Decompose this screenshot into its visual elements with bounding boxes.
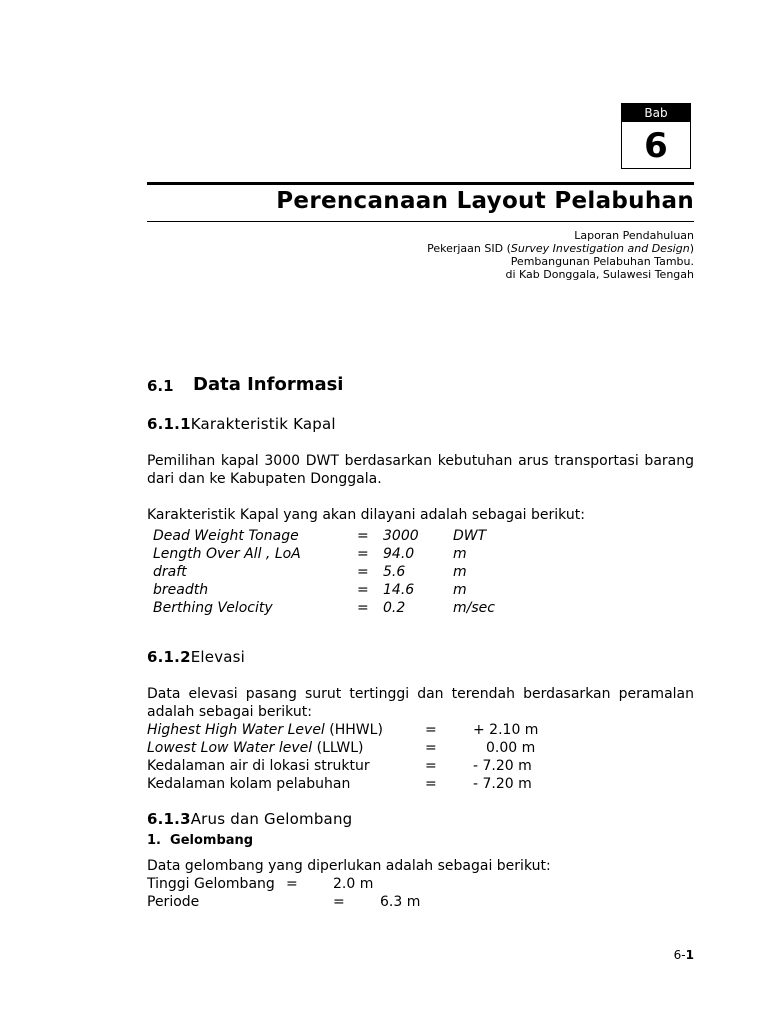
paragraph-line: Data elevasi pasang surut tertinggi dan terendah berdasarkan peramalan [147, 686, 694, 702]
spec-unit: m [453, 546, 467, 562]
spec-name: Dead Weight Tonage [153, 528, 299, 544]
subsection-number: 6.1.2 [147, 648, 191, 666]
spec-name: draft [153, 564, 187, 580]
subsection-number: 6.1.1 [147, 415, 191, 433]
chapter-badge [621, 103, 691, 169]
spec-equals: = [357, 546, 369, 562]
report-header-line3: Pembangunan Pelabuhan Tambu. [510, 255, 694, 268]
page-number [674, 948, 694, 962]
chapter-title: Perencanaan Layout Pelabuhan [276, 188, 694, 214]
section-title: Data Informasi [193, 374, 344, 395]
spec-name: breadth [153, 582, 209, 598]
report-header-line2-suffix: ) [689, 242, 694, 255]
spec-value: 5.6 [383, 564, 406, 580]
spec-value: 94.0 [383, 546, 415, 562]
paragraph-line: dari dan ke Kabupaten Donggala. [147, 471, 382, 487]
title-rule-top [147, 182, 694, 185]
elevation-name-plain: Kedalaman kolam pelabuhan [147, 776, 351, 792]
elevation-name [147, 775, 350, 793]
elevation-equals: = [425, 740, 437, 756]
report-header-line2-prefix: Pekerjaan SID ( [427, 242, 511, 255]
spec-equals: = [357, 564, 369, 580]
elevation-equals: = [425, 776, 437, 792]
wave-value: 6.3 m [380, 894, 421, 910]
wave-value: 2.0 m [333, 876, 374, 892]
elevation-name-italic: Highest High Water Level [147, 722, 325, 738]
spec-value: 3000 [383, 528, 419, 544]
spec-name: Berthing Velocity [153, 600, 273, 616]
spec-name: Length Over All , LoA [153, 546, 301, 562]
sub-heading-gelombang [147, 833, 253, 848]
subsection-heading-6-1-1 [147, 415, 336, 433]
subsection-title: Arus dan Gelombang [190, 810, 353, 828]
elevation-value: - 7.20 m [473, 758, 532, 774]
elevation-name-plain: (HHWL) [324, 722, 383, 738]
spec-unit: m [453, 582, 467, 598]
spec-equals: = [357, 600, 369, 616]
wave-equals: = [286, 876, 298, 892]
spec-value: 14.6 [383, 582, 415, 598]
elevation-name [147, 721, 383, 739]
elevation-value: 0.00 m [486, 740, 536, 756]
report-header-line2 [427, 242, 694, 256]
wave-name: Periode [147, 894, 200, 910]
paragraph: Data gelombang yang diperlukan adalah sebagai berikut: [147, 858, 551, 874]
section-number: 6.1 [147, 377, 174, 395]
sub-heading-title: Gelombang [170, 833, 254, 848]
wave-equals: = [333, 894, 345, 910]
spec-unit: DWT [453, 528, 487, 544]
elevation-value: + 2.10 m [473, 722, 539, 738]
chapter-badge-label: Bab [622, 104, 690, 122]
page-number-prefix: 6- [673, 948, 686, 962]
subsection-heading-6-1-3 [147, 810, 352, 828]
elevation-name-plain: (LLWL) [312, 740, 364, 756]
page-number-value: 1 [685, 948, 694, 962]
spec-unit: m [453, 564, 467, 580]
subsection-heading-6-1-2 [147, 648, 245, 666]
elevation-equals: = [425, 722, 437, 738]
spec-value: 0.2 [383, 600, 406, 616]
spec-equals: = [357, 582, 369, 598]
elevation-name-plain: Kedalaman air di lokasi struktur [147, 758, 370, 774]
paragraph-line: Pemilihan kapal 3000 DWT berdasarkan kebutuhan arus transportasi barang [147, 453, 694, 469]
elevation-name [147, 739, 364, 757]
sub-heading-number: 1. [147, 833, 161, 848]
wave-name: Tinggi Gelombang [147, 876, 275, 892]
elevation-equals: = [425, 758, 437, 774]
elevation-name-italic: Lowest Low Water level [147, 740, 313, 756]
paragraph: Karakteristik Kapal yang akan dilayani adalah sebagai berikut: [147, 507, 585, 523]
report-header-line4: di Kab Donggala, Sulawesi Tengah [505, 268, 694, 281]
spec-equals: = [357, 528, 369, 544]
subsection-title: Karakteristik Kapal [190, 415, 336, 433]
report-header-line2-italic: Survey Investigation and Design [510, 242, 690, 255]
subsection-number: 6.1.3 [147, 810, 191, 828]
spec-unit: m/sec [453, 600, 495, 616]
subsection-title: Elevasi [190, 648, 246, 666]
elevation-name [147, 757, 370, 775]
paragraph-line: adalah sebagai berikut: [147, 704, 312, 720]
report-header-line1: Laporan Pendahuluan [574, 229, 694, 242]
chapter-number: 6 [644, 126, 668, 166]
elevation-value: - 7.20 m [473, 776, 532, 792]
title-rule-bottom [147, 221, 694, 222]
